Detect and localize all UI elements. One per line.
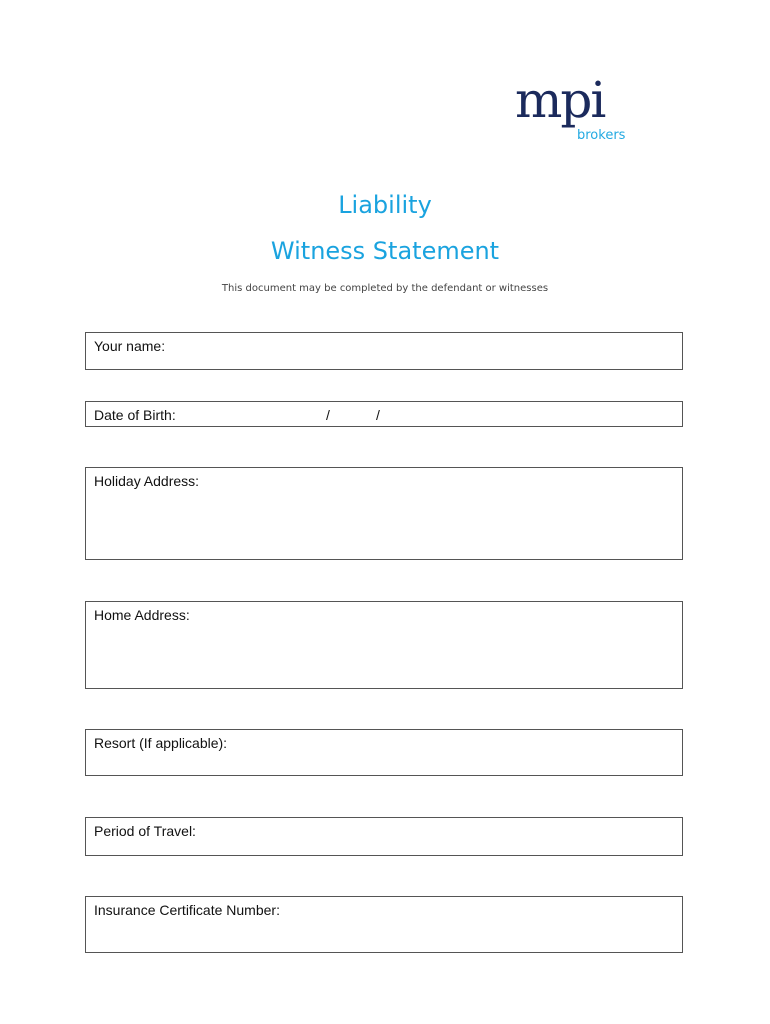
holiday-address-label: Holiday Address: xyxy=(94,473,200,489)
date-separator-1: / xyxy=(326,407,330,423)
document-subtitle-heading: Witness Statement xyxy=(270,237,500,265)
period-of-travel-field[interactable] xyxy=(85,817,683,856)
date-of-birth-field[interactable] xyxy=(85,401,683,427)
period-of-travel-label: Period of Travel: xyxy=(94,823,196,839)
resort-label: Resort (If applicable): xyxy=(94,735,228,751)
home-address-label: Home Address: xyxy=(94,607,190,623)
mpi-brokers-logo xyxy=(515,72,655,152)
insurance-certificate-label: Insurance Certificate Number: xyxy=(94,902,280,918)
your-name-label: Your name: xyxy=(94,338,166,354)
document-title: Liability xyxy=(338,191,432,219)
document-instructions: This document may be completed by the defendant or witnesses xyxy=(221,283,549,294)
home-address-field[interactable] xyxy=(85,601,683,689)
date-separator-2: / xyxy=(376,407,380,423)
holiday-address-field[interactable] xyxy=(85,467,683,560)
logo-tagline: brokers xyxy=(577,128,626,143)
logo-wordmark: mpi xyxy=(515,71,605,129)
insurance-certificate-field[interactable] xyxy=(85,896,683,953)
resort-field[interactable] xyxy=(85,729,683,776)
date-of-birth-label: Date of Birth: xyxy=(94,407,176,423)
your-name-field[interactable] xyxy=(85,332,683,370)
